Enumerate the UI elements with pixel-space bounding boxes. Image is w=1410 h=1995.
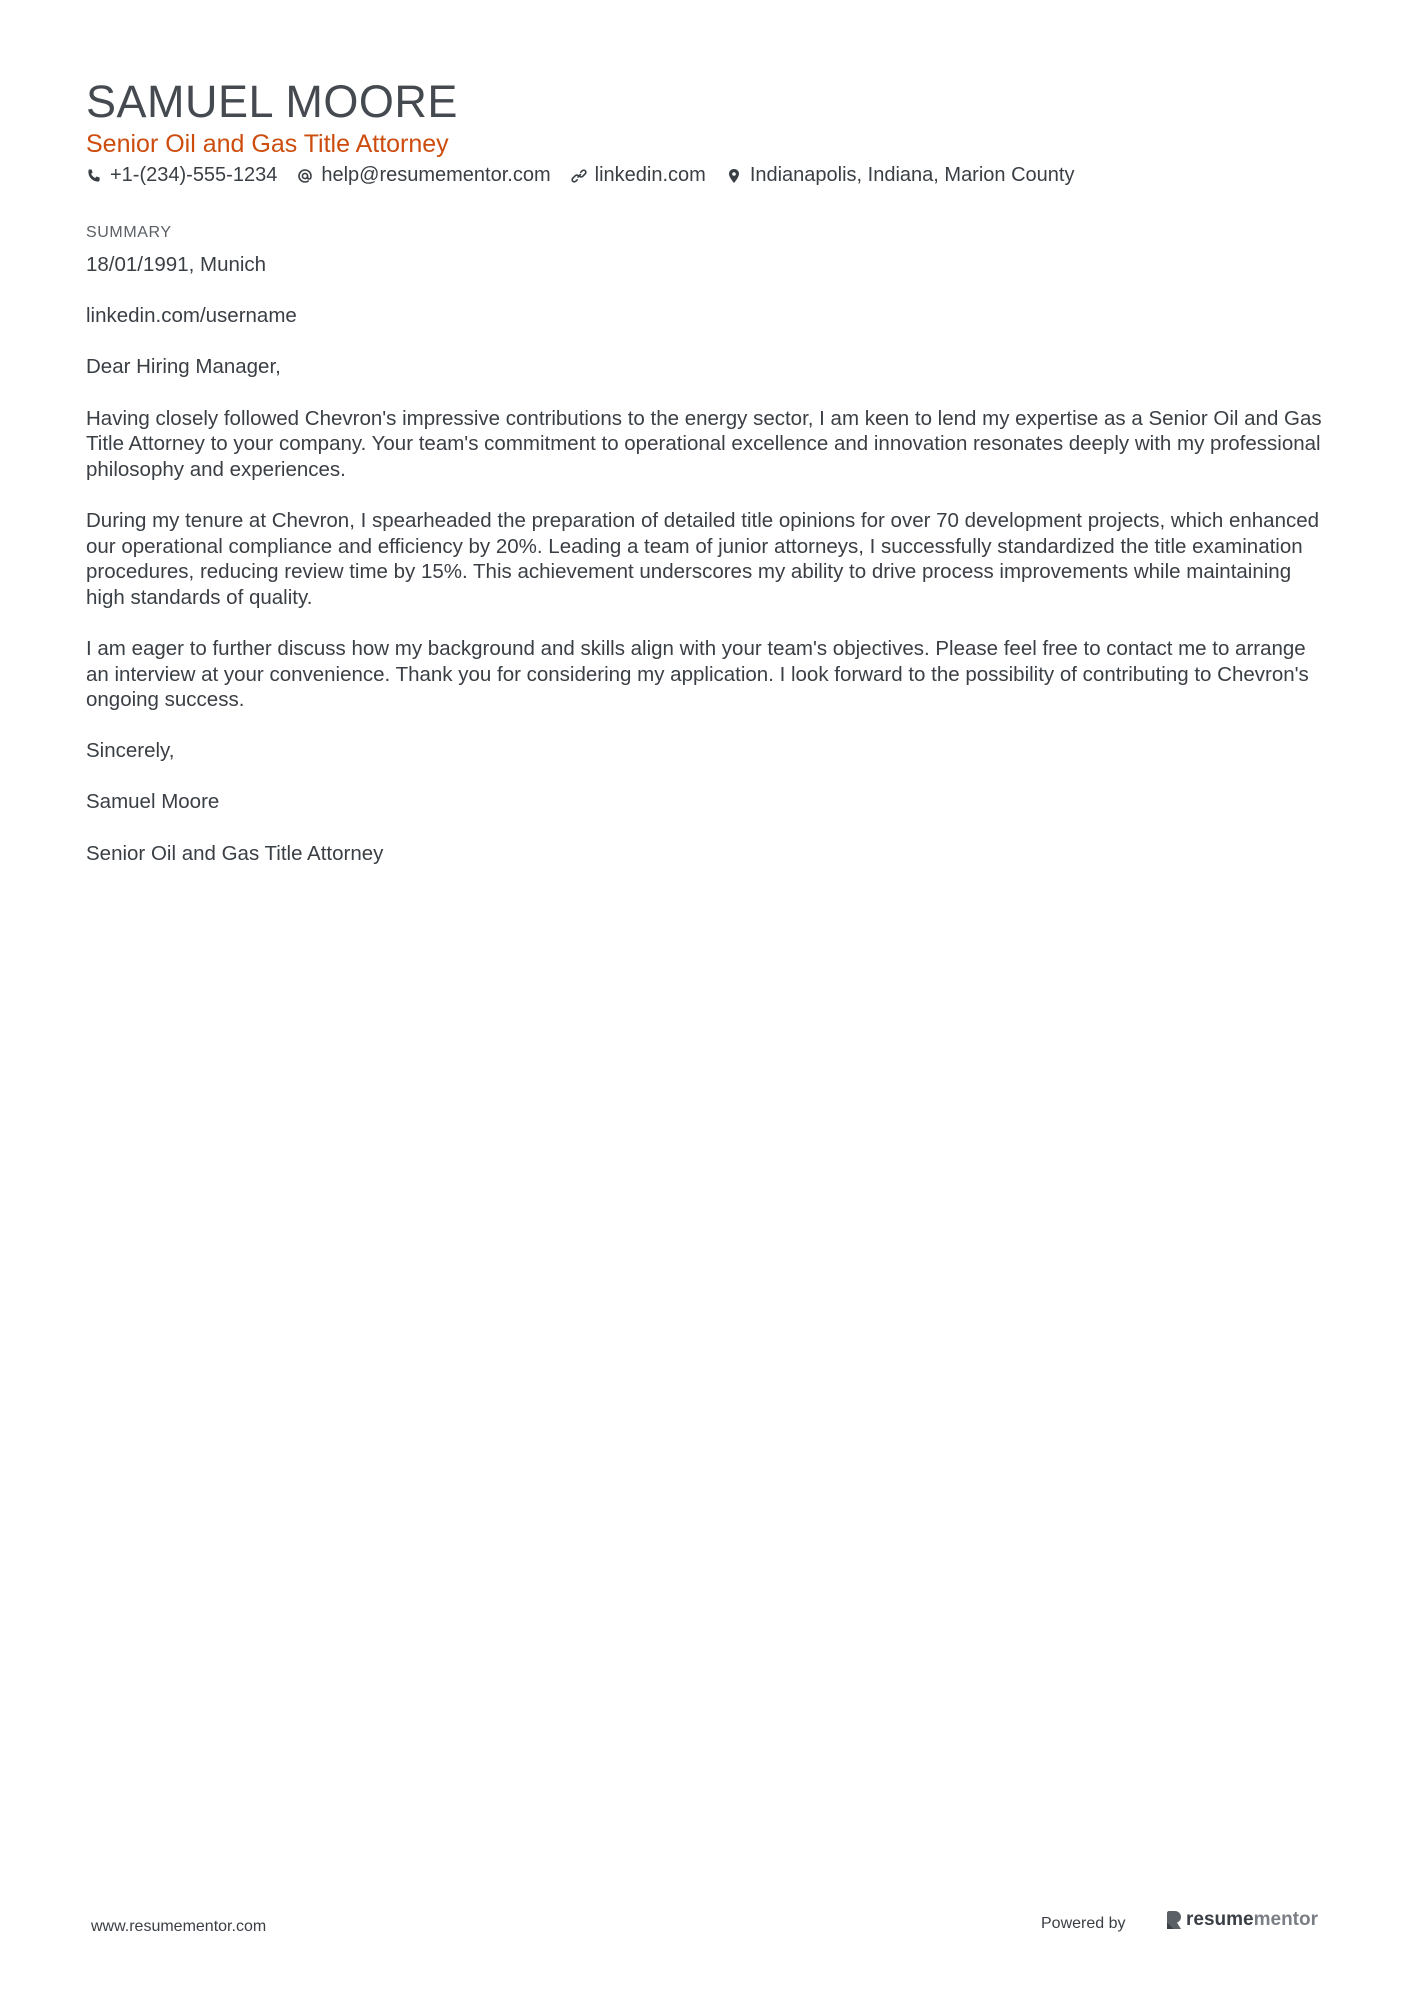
candidate-title: Senior Oil and Gas Title Attorney (86, 130, 449, 158)
at-icon (297, 168, 313, 184)
contact-location-text: Indianapolis, Indiana, Marion County (749, 164, 1075, 186)
letter-signature-name: Samuel Moore (86, 790, 220, 814)
map-pin-icon (726, 168, 742, 184)
brand-text-resume: resume (1186, 1909, 1254, 1930)
contact-phone (86, 164, 277, 187)
contact-location (726, 164, 1075, 187)
letter-paragraph: Having closely followed Chevron's impressive contributions to the energy sector, I am keen to lend my expertise as a Senior Oil and Gas Title Attorney to your company. Your team's commitment to operational excellence and innovation resonates deeply with my professional philosophy and experiences. (86, 406, 1322, 481)
letter-greeting: Dear Hiring Manager, (86, 355, 281, 379)
resumementor-logo[interactable] (1166, 1909, 1318, 1931)
contact-bar (86, 164, 1094, 187)
letter-signature-title: Senior Oil and Gas Title Attorney (86, 841, 384, 865)
candidate-name: SAMUEL MOORE (86, 76, 458, 127)
contact-phone-text: +1-(234)-555-1234 (110, 164, 278, 186)
brand-text-mentor: mentor (1253, 1909, 1319, 1930)
footer-website-link[interactable]: www.resumementor.com (91, 1918, 267, 1935)
contact-email[interactable] (297, 164, 550, 187)
contact-linkedin[interactable] (571, 164, 706, 187)
section-heading-summary: SUMMARY (86, 224, 172, 241)
letter-date-place: 18/01/1991, Munich (86, 253, 267, 276)
footer-powered-by: Powered by (1041, 1915, 1126, 1932)
contact-linkedin-text[interactable]: linkedin.com (594, 164, 706, 186)
resumementor-logo-icon (1166, 1910, 1182, 1930)
link-icon (571, 168, 587, 184)
contact-email-text[interactable]: help@resumementor.com (321, 164, 551, 186)
letter-closing: Sincerely, (86, 739, 175, 763)
letter-paragraph: During my tenure at Chevron, I spearheaded the preparation of detailed title opinions for over 70 development projects, which enhanced our operational compliance and efficiency by 20%. Leading a team of junior attorneys, I successfully standardized the title examination procedures, reducing review time by 15%. This achievement underscores my ability to drive process improvements while maintaining high standards of quality. (86, 508, 1320, 609)
letter-body (86, 252, 1326, 892)
phone-icon (86, 168, 102, 184)
letter-paragraph: I am eager to further discuss how my background and skills align with your team's objectives. Please feel free to contact me to arrange an interview at your convenience. Thank you for considering my application. I look forward to the possibility of contributing to Chevron's ongoing success. (86, 636, 1309, 712)
letter-profile-link: linkedin.com/username (86, 304, 297, 328)
